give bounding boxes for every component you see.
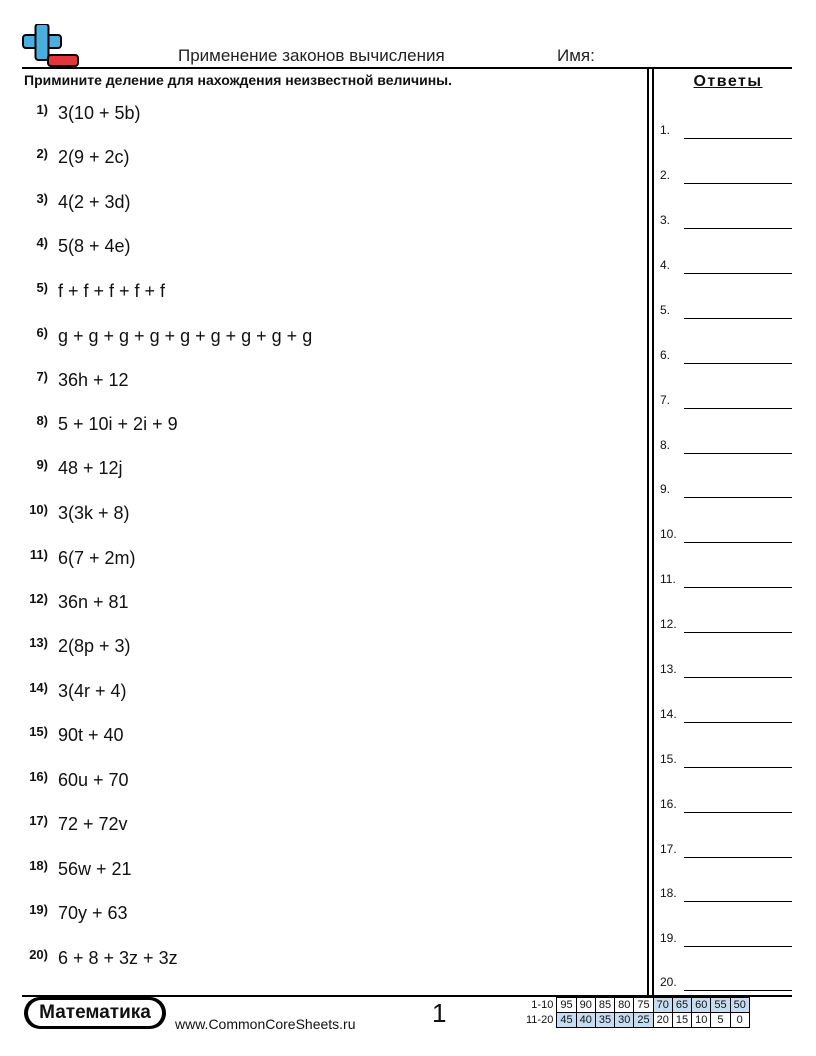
score-cell: 45 (557, 1013, 576, 1028)
answer-line-20[interactable] (660, 973, 792, 991)
instructions: Примините деление для нахождения неизвестной величины. (24, 72, 453, 88)
score-cell: 55 (711, 998, 730, 1013)
plus-minus-logo-icon (22, 24, 80, 68)
problem-expression: 70y + 63 (58, 903, 128, 923)
score-cell: 60 (692, 998, 711, 1013)
answer-number: 11. (660, 572, 676, 586)
problem-expression: 72 + 72v (58, 814, 128, 834)
answer-line-17[interactable] (660, 840, 792, 858)
answer-number: 5. (660, 303, 671, 317)
problem-expression: 3(4r + 4) (58, 681, 127, 701)
score-row-1-10 (523, 998, 749, 1013)
score-cell: 15 (672, 1013, 691, 1028)
problem-number: 12) (29, 591, 48, 606)
problem-expression: 36n + 81 (58, 592, 129, 612)
problem-expression: 4(2 + 3d) (58, 192, 131, 212)
problem-number: 1) (36, 102, 48, 117)
problem-number: 14) (29, 680, 48, 695)
answer-number: 7. (660, 393, 671, 407)
answer-line-15[interactable] (660, 750, 792, 768)
problem-expression: 48 + 12j (58, 458, 123, 478)
answer-number: 16. (660, 797, 677, 811)
answer-line-7[interactable] (660, 391, 792, 409)
problem-expression: 2(8p + 3) (58, 636, 131, 656)
score-row-label: 1-10 (531, 999, 554, 1011)
score-cell: 85 (595, 998, 614, 1013)
answer-line-1[interactable] (660, 121, 792, 139)
score-cell: 40 (576, 1013, 595, 1028)
problem-number: 9) (36, 457, 48, 472)
answer-number: 17. (660, 842, 677, 856)
answer-number: 18. (660, 886, 677, 900)
top-divider (22, 67, 792, 69)
answer-number: 13. (660, 662, 677, 676)
problem-number: 4) (36, 235, 48, 250)
problem-expression: 6(7 + 2m) (58, 548, 136, 568)
problem-expression: 3(3k + 8) (58, 503, 130, 523)
answer-line-16[interactable] (660, 795, 792, 813)
problem-expression: g + g + g + g + g + g + g + g + g (58, 326, 313, 346)
answer-line-19[interactable] (660, 929, 792, 947)
problem-number: 8) (36, 413, 48, 428)
problem-number: 7) (36, 369, 48, 384)
answer-line-10[interactable] (660, 525, 792, 543)
answer-number: 4. (660, 258, 671, 272)
problem-number: 6) (36, 325, 48, 340)
problem-expression: 60u + 70 (58, 770, 129, 790)
problem-number: 11) (29, 547, 48, 562)
problem-expression: 2(9 + 2c) (58, 147, 130, 167)
name-label: Имя: (557, 46, 595, 65)
answer-line-12[interactable] (660, 615, 792, 633)
score-cell: 5 (711, 1013, 730, 1028)
score-row-label: 11-20 (526, 1014, 554, 1026)
answer-line-3[interactable] (660, 211, 792, 229)
problem-expression: f + f + f + f + f (58, 281, 166, 301)
score-table (523, 997, 750, 1028)
problem-number: 19) (29, 902, 48, 917)
problem-number: 2) (36, 146, 48, 161)
answer-line-4[interactable] (660, 256, 792, 274)
answer-number: 1. (660, 123, 671, 137)
answer-line-18[interactable] (660, 884, 792, 902)
answer-number: 8. (660, 438, 671, 452)
answer-number: 15. (660, 752, 677, 766)
problem-expression: 56w + 21 (58, 859, 132, 879)
answer-number: 6. (660, 348, 671, 362)
answer-column-divider-left (647, 67, 649, 996)
problem-expression: 5 + 10i + 2i + 9 (58, 414, 178, 434)
website-link[interactable]: www.CommonCoreSheets.ru (175, 1016, 356, 1032)
answer-line-5[interactable] (660, 301, 792, 319)
problem-number: 20) (29, 947, 48, 962)
subject-badge (24, 997, 166, 1029)
answer-line-9[interactable] (660, 480, 792, 498)
problem-expression: 90t + 40 (58, 725, 124, 745)
answer-line-11[interactable] (660, 570, 792, 588)
score-cell: 0 (730, 1013, 749, 1028)
page-number: 1 (432, 998, 447, 1028)
answer-number: 9. (660, 482, 671, 496)
problem-expression: 5(8 + 4e) (58, 236, 131, 256)
answer-number: 20. (660, 975, 677, 989)
answer-number: 3. (660, 213, 671, 227)
answer-column-divider-right (652, 67, 654, 996)
problem-expression: 3(10 + 5b) (58, 103, 141, 123)
problem-number: 15) (29, 724, 48, 739)
score-cell: 10 (692, 1013, 711, 1028)
subject-badge-label: Математика (28, 1000, 162, 1026)
score-row-11-20 (523, 1013, 749, 1028)
score-cell: 95 (557, 998, 576, 1013)
score-cell: 25 (634, 1013, 653, 1028)
problem-number: 3) (36, 191, 48, 206)
problem-number: 18) (29, 858, 48, 873)
answer-line-6[interactable] (660, 346, 792, 364)
problem-number: 10) (29, 502, 48, 517)
answer-number: 14. (660, 707, 677, 721)
answer-line-8[interactable] (660, 436, 792, 454)
problem-expression: 6 + 8 + 3z + 3z (58, 948, 178, 968)
answer-line-14[interactable] (660, 705, 792, 723)
score-cell: 35 (595, 1013, 614, 1028)
score-cell: 90 (576, 998, 595, 1013)
answer-number: 10. (660, 527, 677, 541)
problem-expression: 36h + 12 (58, 370, 129, 390)
worksheet-title: Применение законов вычисления (178, 46, 445, 65)
score-cell: 70 (653, 998, 672, 1013)
answer-line-13[interactable] (660, 660, 792, 678)
answer-number: 2. (660, 168, 671, 182)
answers-title: Ответы (693, 73, 763, 90)
score-cell: 50 (730, 998, 749, 1013)
score-cell: 30 (615, 1013, 634, 1028)
answer-number: 19. (660, 931, 677, 945)
score-cell: 65 (672, 998, 691, 1013)
problem-number: 13) (29, 635, 48, 650)
score-cell: 20 (653, 1013, 672, 1028)
score-cell: 80 (615, 998, 634, 1013)
problem-number: 17) (29, 813, 48, 828)
problem-number: 5) (36, 280, 48, 295)
score-cell: 75 (634, 998, 653, 1013)
problem-number: 16) (29, 769, 48, 784)
answer-number: 12. (660, 617, 677, 631)
answer-line-2[interactable] (660, 166, 792, 184)
